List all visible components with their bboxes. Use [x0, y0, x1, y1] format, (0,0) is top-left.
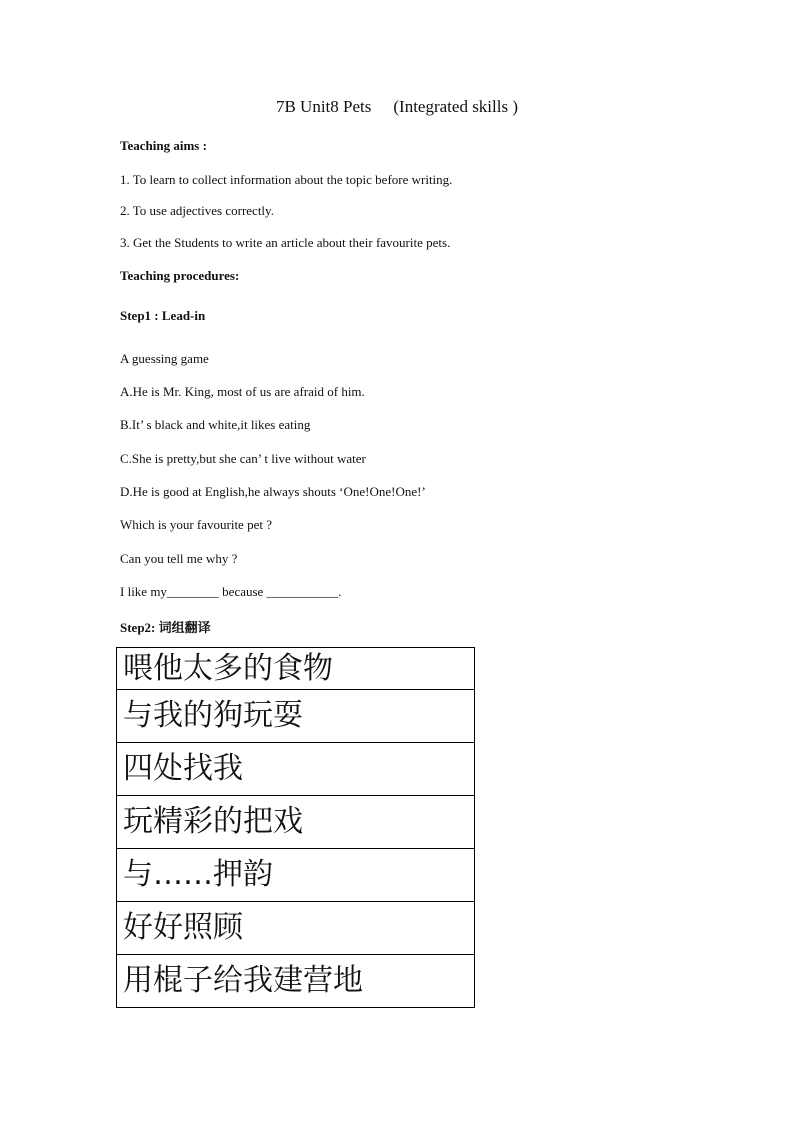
aim-item: 1. To learn to collect information about the topic before writing.: [120, 172, 453, 187]
table-row: [117, 690, 475, 743]
phrase-cell: 与……押韵: [117, 849, 475, 902]
step1-line: Which is your favourite pet ?: [120, 517, 272, 532]
table-row: [117, 902, 475, 955]
aim-item: 3. Get the Students to write an article about their favourite pets.: [120, 235, 451, 250]
table-row: [117, 743, 475, 796]
phrase-cell: 与我的狗玩耍: [117, 690, 475, 743]
table-row: [117, 648, 475, 690]
document-title: [0, 97, 794, 117]
phrase-cell: 用棍子给我建营地: [117, 955, 475, 1008]
step2-heading: Step2: 词组翻译: [120, 620, 211, 635]
step1-line: B.It’ s black and white,it likes eating: [120, 417, 311, 432]
table-row: [117, 955, 475, 1008]
step1-line: D.He is good at English,he always shouts ‘One!One!One!’: [120, 484, 426, 499]
teaching-procedures-heading: Teaching procedures:: [120, 268, 240, 283]
teaching-aims-heading: Teaching aims :: [120, 138, 207, 153]
title-unit: 7B Unit8 Pets: [275, 97, 372, 116]
phrase-translation-table: [116, 647, 475, 1008]
title-subtitle: (Integrated skills ): [393, 97, 519, 116]
phrase-cell: 玩精彩的把戏: [117, 796, 475, 849]
phrase-cell: 喂他太多的食物: [117, 648, 475, 690]
step1-line: A guessing game: [120, 351, 209, 366]
table-row: [117, 849, 475, 902]
step1-line: I like my________ because ___________.: [120, 584, 342, 599]
step1-line: C.She is pretty,but she can’ t live without water: [120, 451, 366, 466]
step1-heading: Step1 : Lead-in: [120, 308, 206, 323]
step1-line: A.He is Mr. King, most of us are afraid of him.: [120, 384, 365, 399]
aim-item: 2. To use adjectives correctly.: [120, 203, 274, 218]
phrase-cell: 好好照顾: [117, 902, 475, 955]
phrase-cell: 四处找我: [117, 743, 475, 796]
table-row: [117, 796, 475, 849]
step1-line: Can you tell me why ?: [120, 551, 238, 566]
